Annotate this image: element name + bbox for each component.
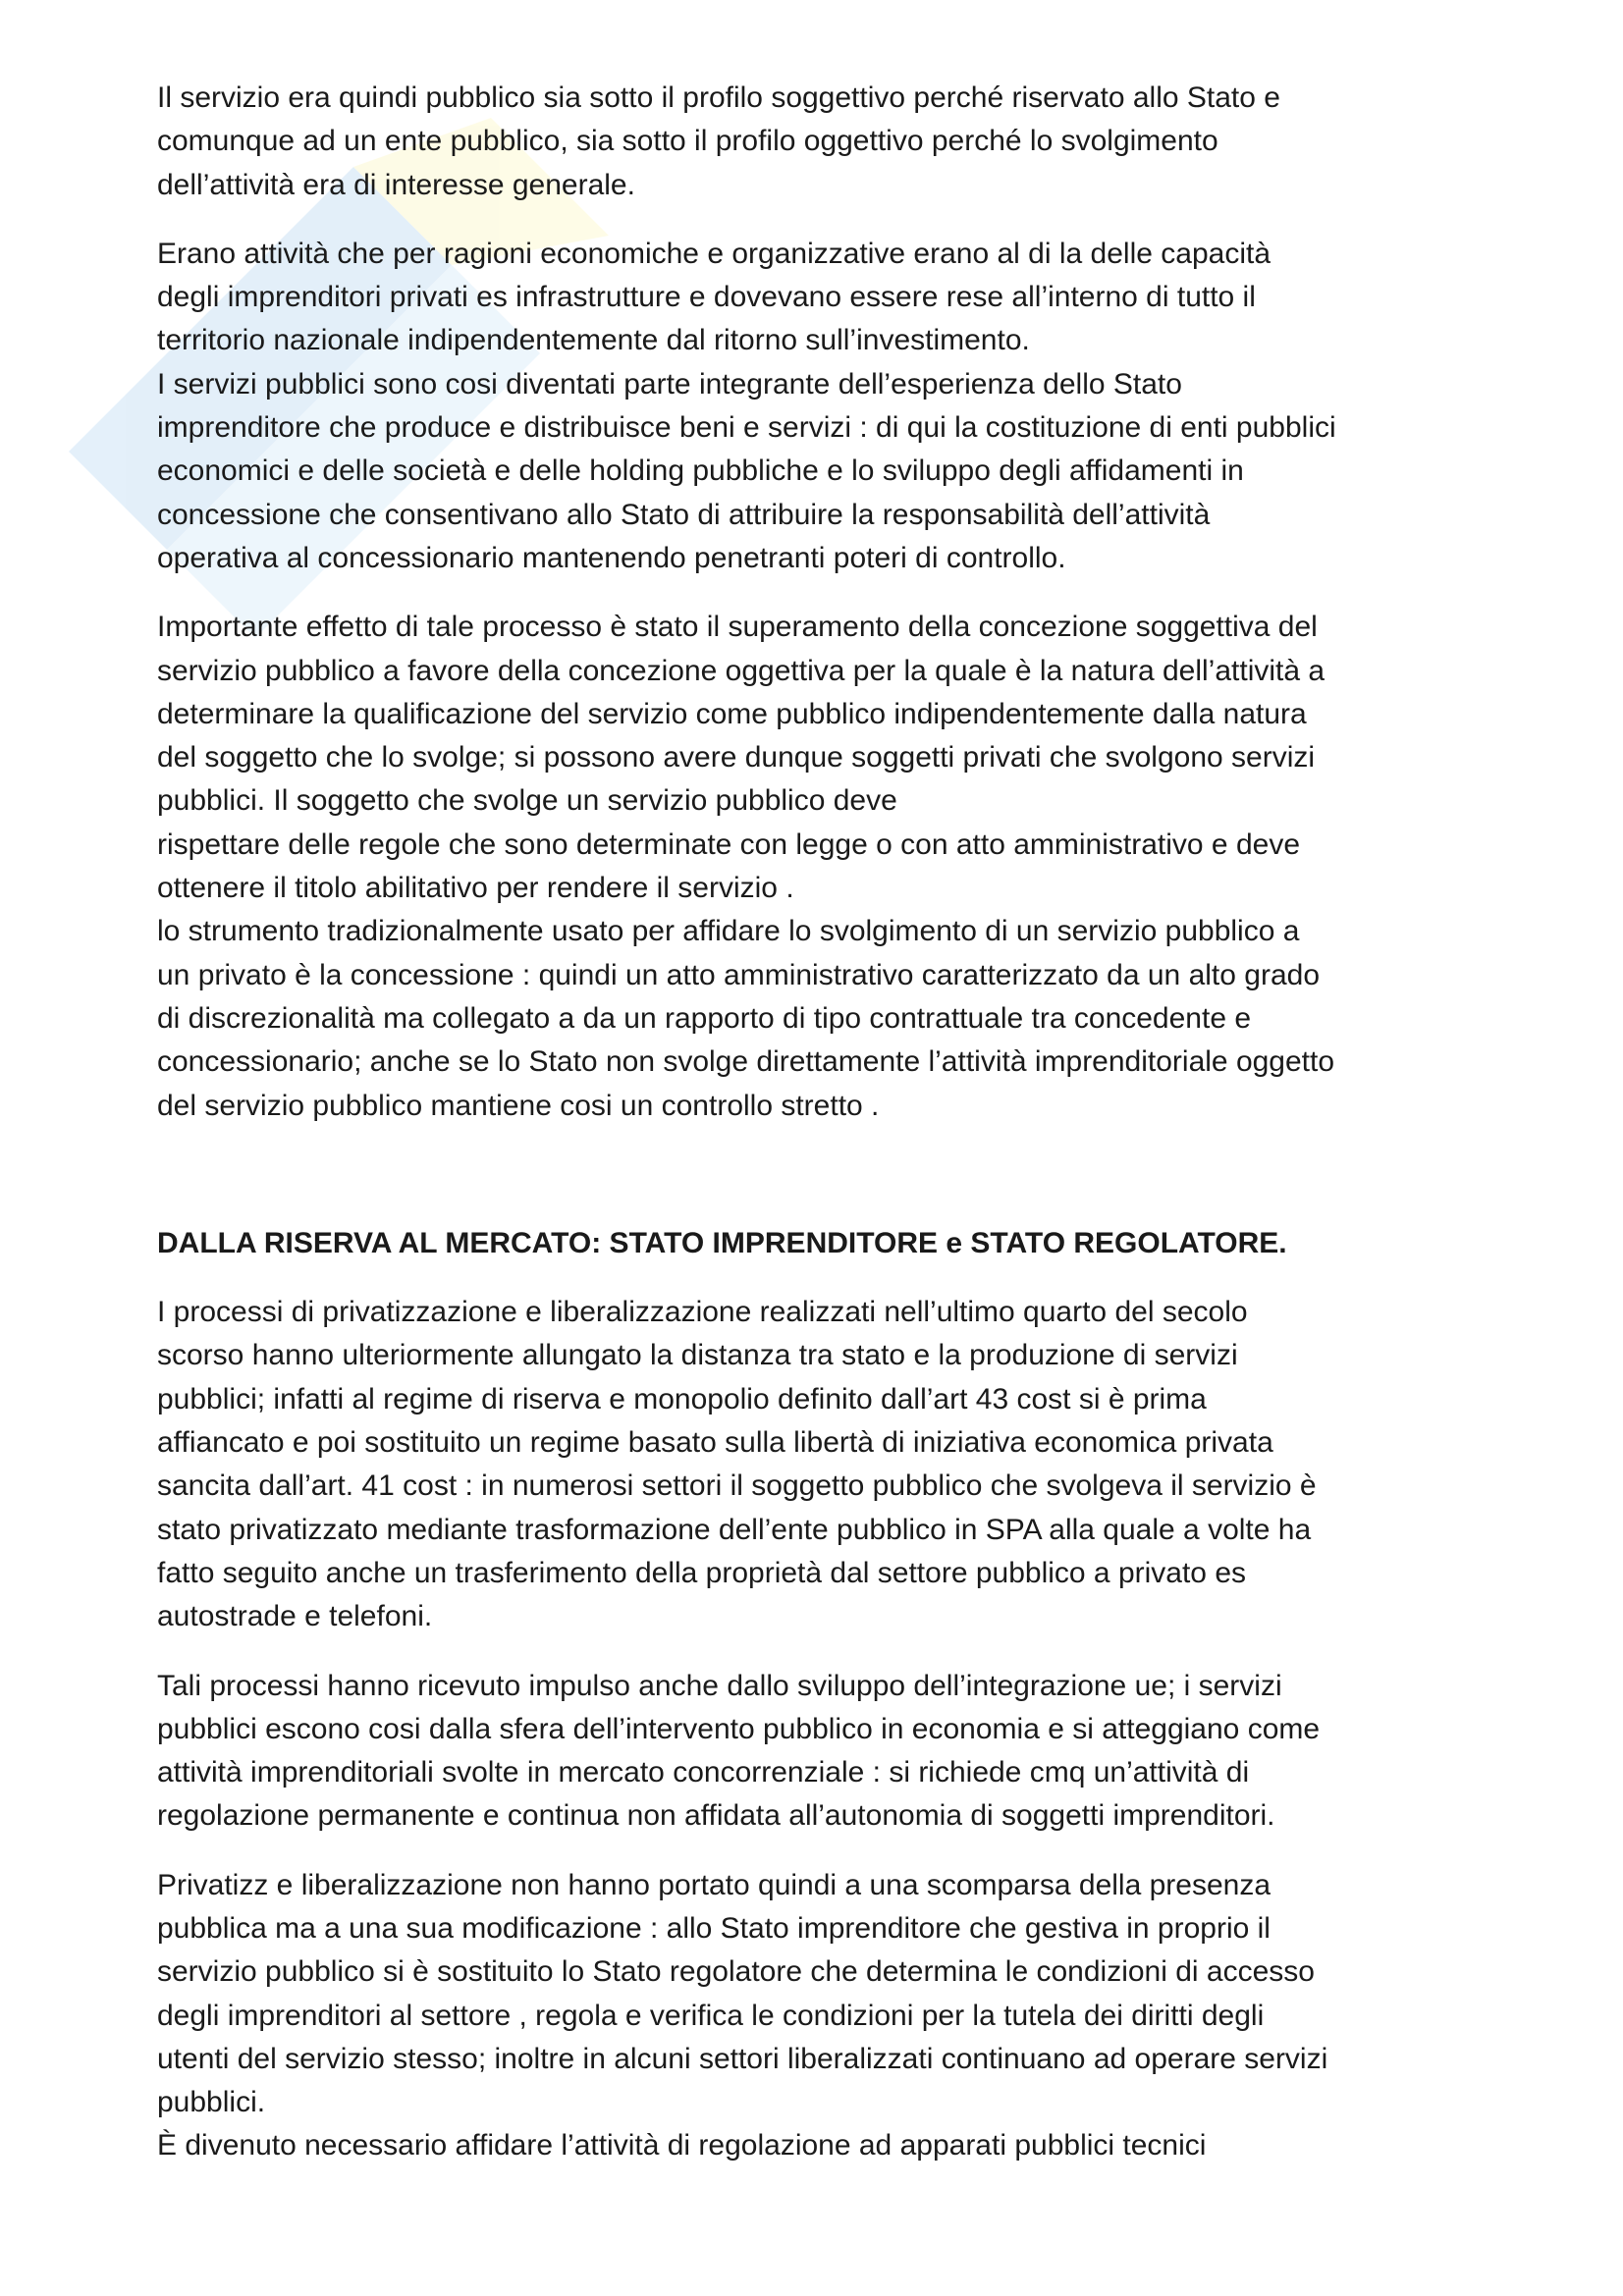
paragraph-privatizzazione: I processi di privatizzazione e liberalizzazione realizzati nell’ultimo quarto del secolo scorso hanno ulteriormente allungato la distanza tra stato e la produzione di servizi pubblici; infatti al regime di riserva e monopolio definito dall’art 43 cost si è prima affiancato e poi sostituito un regime basato sulla libertà di iniziativa economica privata sancita dall’art. 41 cost : in numerosi settori il soggetto pubblico che svolgeva il servizio è stato privatizzato mediante trasformazione dell’ente pubblico in SPA alla quale a volte ha fatto seguito anche un trasferimento della proprietà dal settore pubblico a privato es autostrade e telefoni.	[157, 1296, 1317, 1633]
paragraph-integrazione-ue: Tali processi hanno ricevuto impulso anche dallo sviluppo dell’integrazione ue; i servizi pubblici escono cosi dalla sfera dell’intervento pubblico in economia e si atteggiano come attività imprenditoriali svolte in mercato concorrenziale : si richiede cmq un’attività di regolazione permanente e continua non affidata all’autonomia di soggetti imprenditori.	[157, 1669, 1321, 1833]
paragraph-stato-imprenditore: I servizi pubblici sono cosi diventati parte integrante dell’esperienza dello Stato imprenditore che produce e distribuisce beni e servizi : di qui la costituzione di enti pubblici economici e delle società e delle holding pubbliche e lo sviluppo degli affidamenti in concessione che consentivano allo Stato di attribuire la responsabilità dell’attività operativa al concessionario mantenendo penetranti poteri di controllo.	[157, 367, 1336, 574]
document-page	[157, 77, 1492, 2168]
paragraph-servizio-pubblico: Il servizio era quindi pubblico sia sotto il profilo soggettivo perché riservato allo Stato e comunque ad un ente pubblico, sia sotto il profilo oggettivo perché lo svolgimento dell’attività era di interesse generale.	[157, 81, 1280, 201]
paragraph-concessione: lo strumento tradizionalmente usato per affidare lo svolgimento di un servizio pubblico a un privato è la concessione : quindi un atto amministrativo caratterizzato da un alto grado di discrezionalità ma collegato a da un rapporto di tipo contrattuale tra concedente e concessionario; anche se lo Stato non svolge direttamente l’attività imprenditoriale oggetto del servizio pubblico mantiene cosi un controllo stretto .	[157, 915, 1335, 1122]
paragraph-concezione-oggettiva: Importante effetto di tale processo è stato il superamento della concezione soggettiva del servizio pubblico a favore della concezione oggettiva per la quale è la natura dell’attività a determinare la qualificazione del servizio come pubblico indipendentemente dalla natura del soggetto che lo svolge; si possono avere dunque soggetti privati che svolgono servizi pubblici. Il soggetto che svolge un servizio pubblico deve rispettare delle regole che sono determinate con legge o con atto amministrativo e deve ottenere il titolo abilitativo per rendere il servizio .	[157, 611, 1325, 905]
section-heading: DALLA RISERVA AL MERCATO: STATO IMPRENDITORE e STATO REGOLATORE.	[157, 1226, 1287, 1259]
paragraph-attivita-economiche: Erano attività che per ragioni economiche e organizzative erano al di la delle capacità degli imprenditori privati es infrastrutture e dovevano essere rese all’interno di tutto il territorio nazionale indipendentemente dal ritorno sull’investimento.	[157, 237, 1271, 357]
paragraph-stato-regolatore: Privatizz e liberalizzazione non hanno portato quindi a una scomparsa della presenza pubblica ma a una sua modificazione : allo Stato imprenditore che gestiva in proprio il servizio pubblico si è sostituito lo Stato regolatore che determina le condizioni di accesso degli imprenditori al settore , regola e verifica le condizioni per la tutela dei diritti degli utenti del servizio stesso; inoltre in alcuni settori liberalizzati continuano ad operare servizi pubblici.	[157, 1868, 1328, 2119]
paragraph-apparati-tecnici: È divenuto necessario affidare l’attività di regolazione ad apparati pubblici tecnici	[157, 2129, 1207, 2163]
